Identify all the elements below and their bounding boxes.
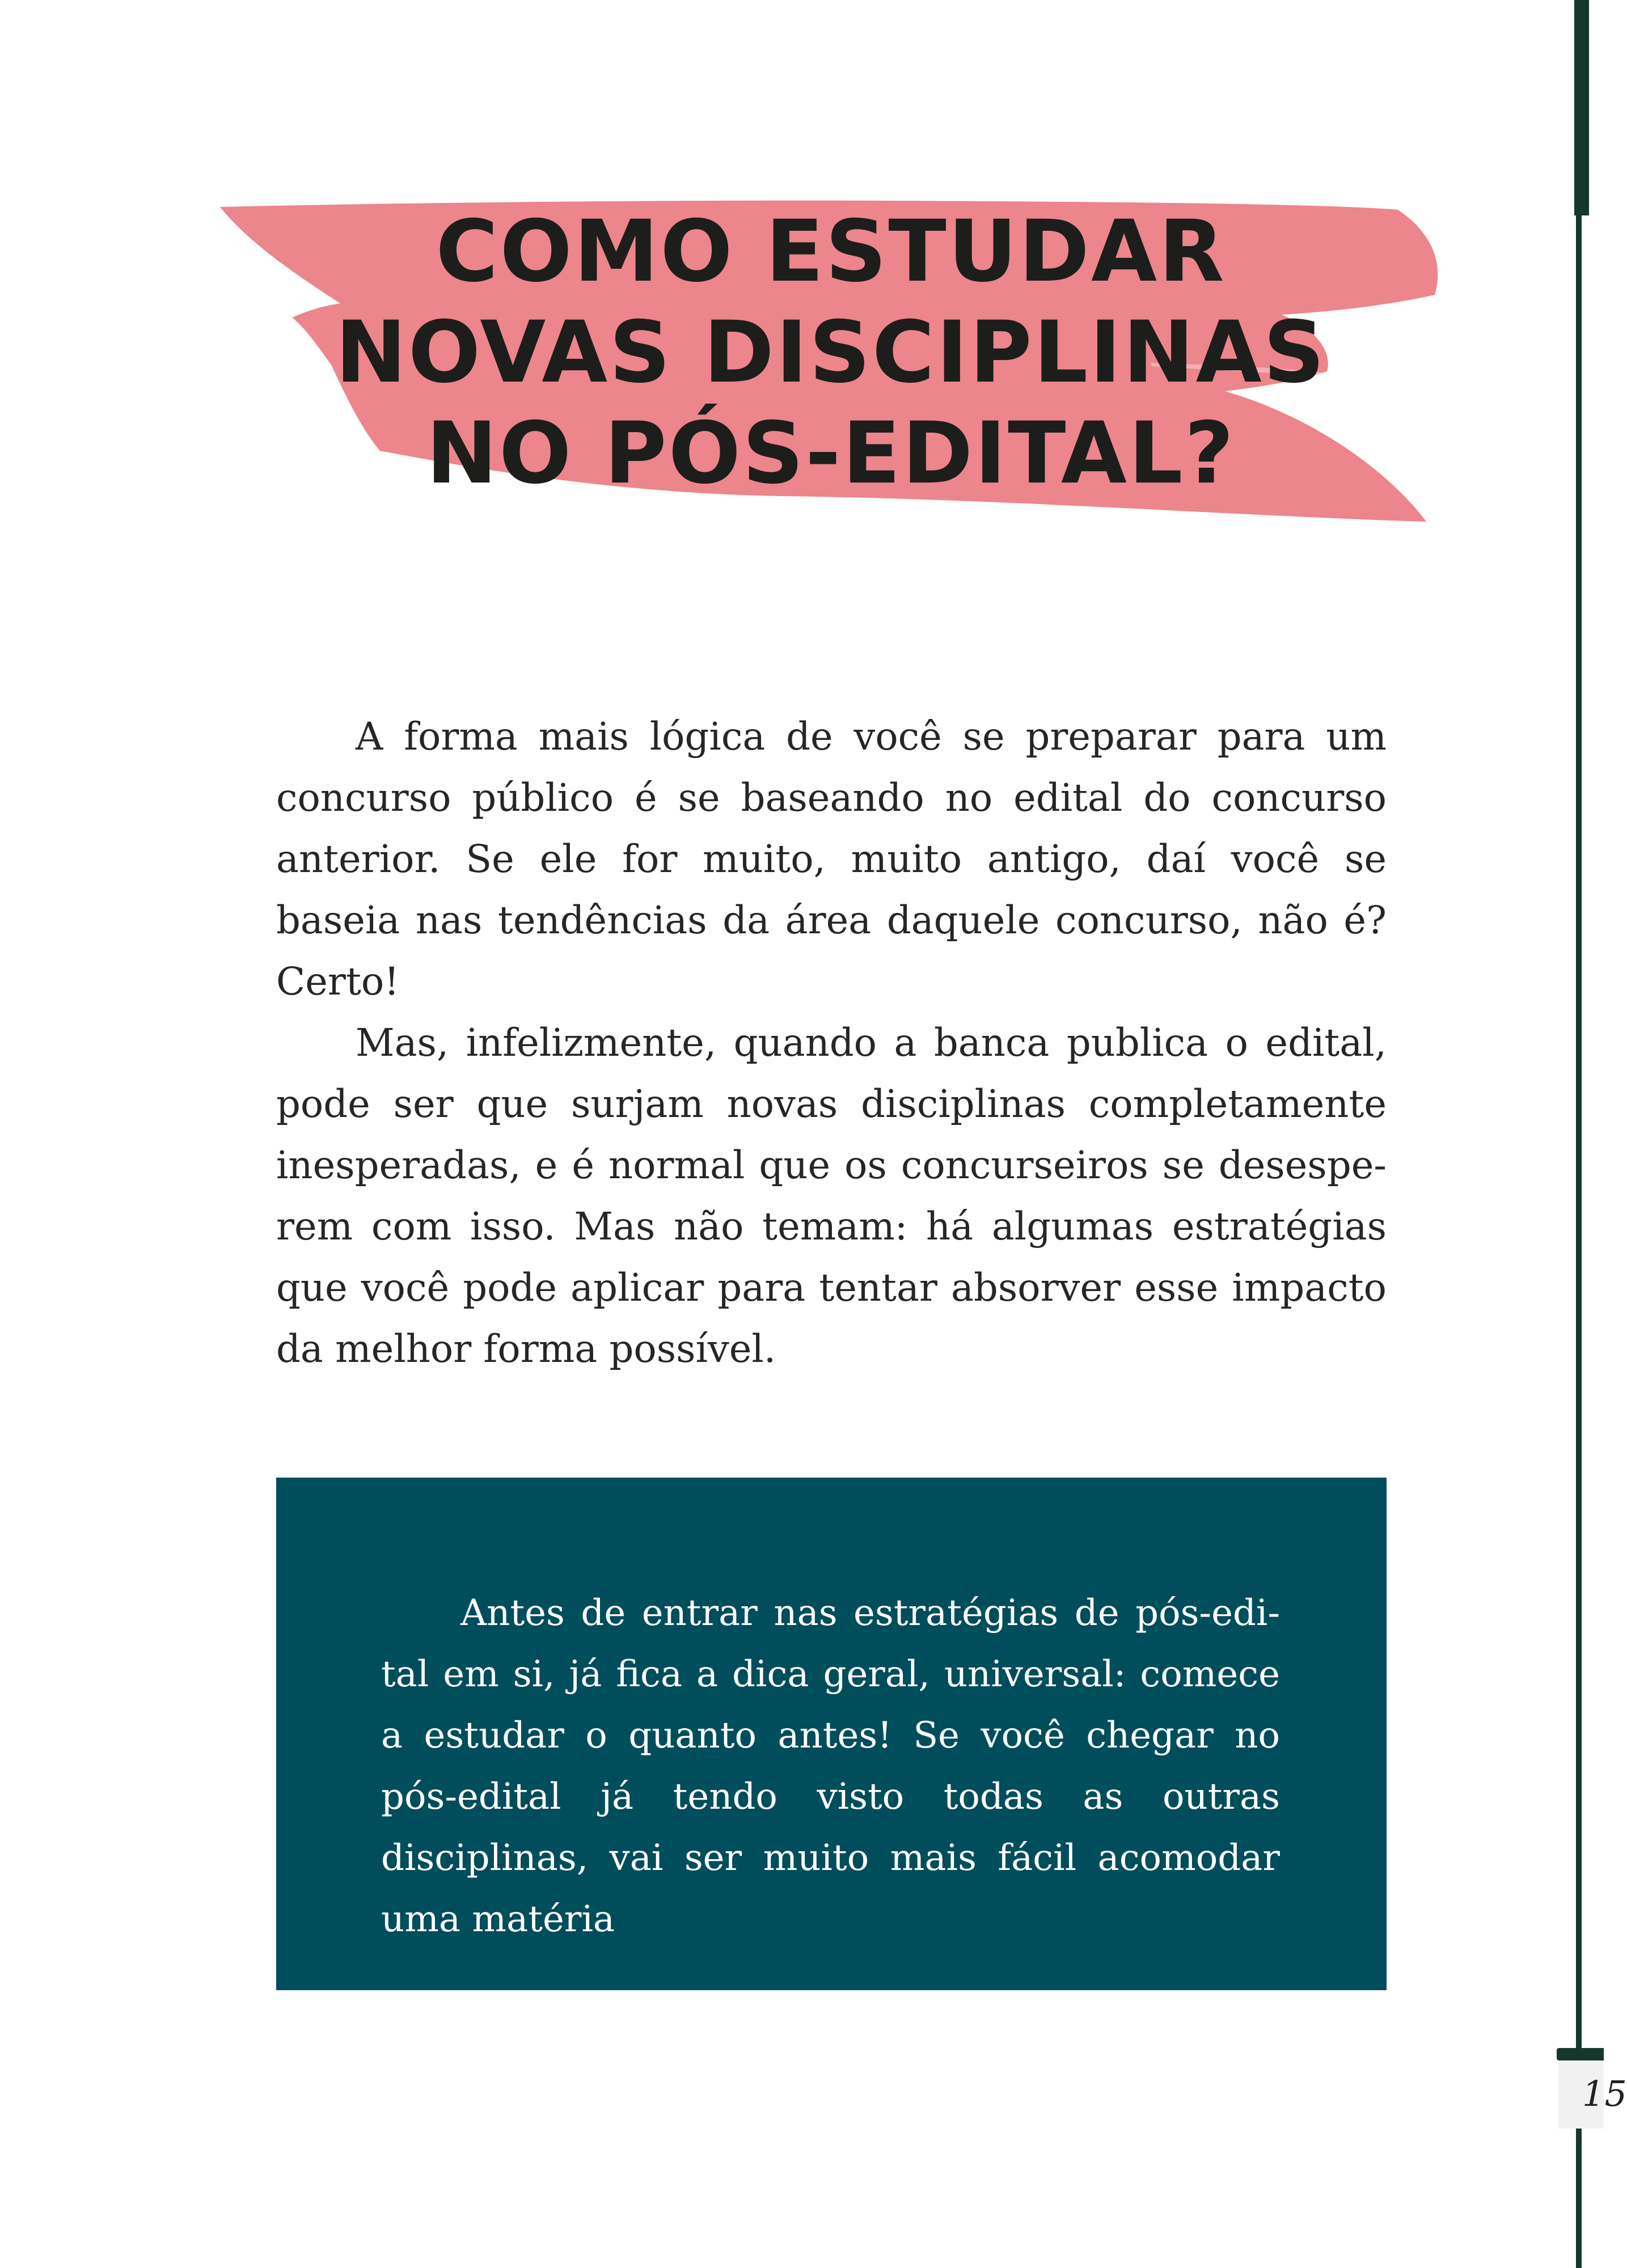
- title-line-2: NOVAS DISCIPLINAS: [335, 303, 1326, 402]
- page-number: 15: [1582, 2073, 1627, 2114]
- body-text: [276, 706, 1387, 1380]
- callout-text: Antes de entrar nas estratégias de pós-edital em si, já fica a dica geral, universal: comece a estudar o quanto antes! Se você chegar no pós-edital já tendo visto todas as outras disciplinas, vai ser muito mais fácil acomodar uma matéria: [381, 1592, 1280, 1940]
- title-line-1: COMO ESTUDAR: [436, 202, 1226, 301]
- page-number-bracket: [1557, 2048, 1604, 2060]
- spine-line: [1576, 0, 1582, 2268]
- title-line-3: NO PÓS-EDITAL?: [426, 404, 1236, 503]
- paragraph-2: Mas, infelizmente, quando a banca publica o edital, pode ser que surjam novas disciplinas completamente inesperadas, e é normal que os concurseiros se desesperem com isso. Mas não temam: há algumas estratégias que você pode aplicar para tentar absorver esse impacto da melhor forma possível.: [276, 1021, 1387, 1371]
- page-title: [215, 201, 1446, 504]
- callout-box: [276, 1478, 1387, 1990]
- paragraph-1: A forma mais lógica de você se preparar para um concurso público é se baseando no edital do concurso anterior. Se ele for muito, muito antigo, daí você se baseia nas tendências da área daquele concurso, não é? Certo!: [276, 714, 1387, 1004]
